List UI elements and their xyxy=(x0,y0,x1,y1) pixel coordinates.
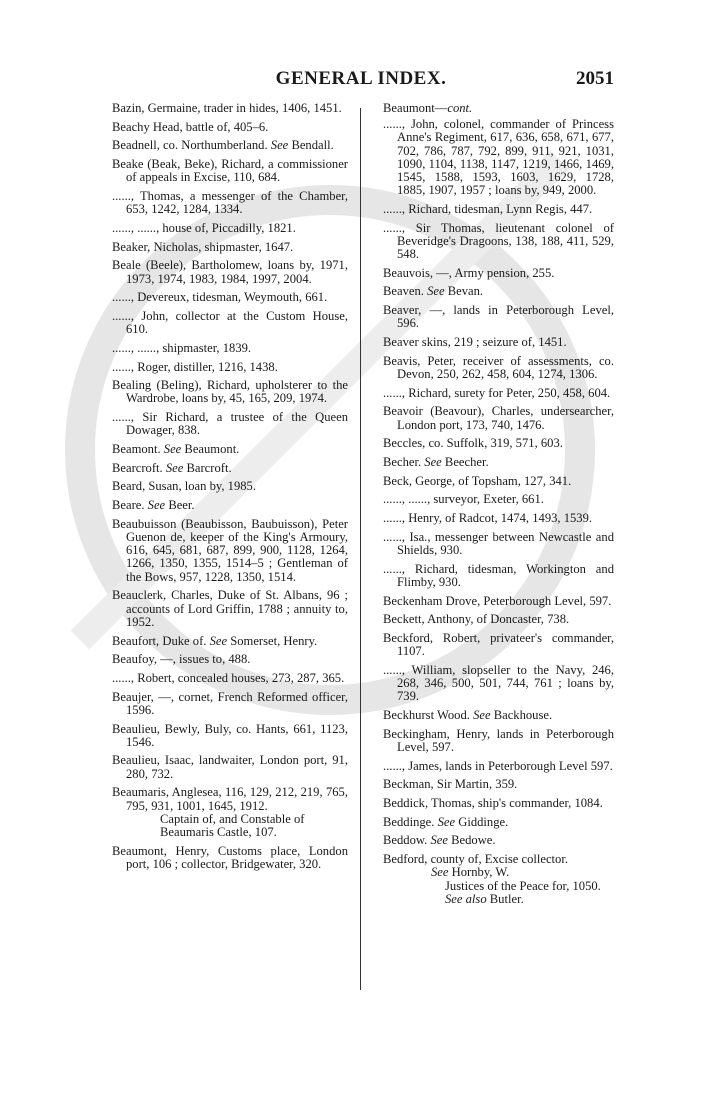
column-divider xyxy=(360,108,361,990)
see-target: Bevan. xyxy=(447,284,484,299)
index-entry xyxy=(383,760,614,773)
entry-text: Beale (Beele), Bartholomew, loans by, 1971, 1973, 1974, 1983, 1984, 1997, 2004. xyxy=(112,258,348,286)
entry-text: ......, James, lands in Peterborough Level 597. xyxy=(383,758,613,773)
index-entry xyxy=(383,475,614,488)
see-target: Butler. xyxy=(489,891,524,906)
entry-text: Beddick, Thomas, ship's commander, 1084. xyxy=(383,796,603,811)
index-entry xyxy=(112,379,348,405)
entry-text: Beare. xyxy=(112,498,145,513)
entry-text: ......, Richard, surety for Peter, 250, 458, 604. xyxy=(383,385,611,400)
entry-text: Beachy Head, battle of, 405–6. xyxy=(112,119,269,134)
entry-text: ......, ......, surveyor, Exeter, 661. xyxy=(383,492,544,507)
index-entry xyxy=(383,304,614,330)
entry-text: ......, Thomas, a messenger of the Chamber, 653, 1242, 1284, 1334. xyxy=(112,189,348,217)
entry-text: ......, Roger, distiller, 1216, 1438. xyxy=(112,359,278,374)
see-reference: See xyxy=(430,833,448,848)
index-entry xyxy=(383,816,614,829)
index-entry xyxy=(383,613,614,626)
see-target: Hornby, W. xyxy=(451,865,510,880)
index-entry xyxy=(383,493,614,506)
index-entry xyxy=(112,342,348,355)
entry-text: ......, Henry, of Radcot, 1474, 1493, 1539. xyxy=(383,511,593,526)
index-entry xyxy=(112,723,348,749)
index-entry xyxy=(383,778,614,791)
index-entry xyxy=(112,102,348,115)
entry-text: Beckford, Robert, privateer's commander, 1107. xyxy=(383,631,614,659)
index-entry xyxy=(112,241,348,254)
see-reference: See xyxy=(209,633,228,648)
entry-text: Beaker, Nicholas, shipmaster, 1647. xyxy=(112,239,294,254)
continued-heading xyxy=(383,102,614,115)
see-target: Beaumont. xyxy=(184,442,240,457)
entry-text: ......, Richard, tidesman, Lynn Regis, 447. xyxy=(383,201,593,216)
entry-text: Beaubuisson (Beaubisson, Baubuisson), Peter Guenon de, keeper of the King's Armoury, 616, 645, 681, 687, 899, 900, 1128, 1264, 1266, 1350, 1355, 1514–5 ; Gentleman of the Bows, 957, 1228, 1350, 1514. xyxy=(112,516,348,584)
index-entry xyxy=(112,443,348,456)
index-entry xyxy=(112,589,348,629)
see-reference: See xyxy=(424,454,442,469)
index-entry xyxy=(383,456,614,469)
index-entry xyxy=(112,259,348,285)
index-entry xyxy=(112,845,348,871)
index-entry xyxy=(112,462,348,475)
entry-text: Beake (Beak, Beke), Richard, a commissioner of appeals in Excise, 110, 684. xyxy=(112,157,348,185)
entry-text: Bazin, Germaine, trader in hides, 1406, 1451. xyxy=(112,101,342,115)
entry-text: Beckhurst Wood. xyxy=(383,708,470,723)
index-entry xyxy=(112,222,348,235)
sub-entry-text: Captain of, and Constable of Beaumaris Castle, 107. xyxy=(160,811,305,839)
entry-text: ......, Sir Thomas, lieutenant colonel of Beveridge's Dragoons, 138, 188, 411, 529, 548. xyxy=(383,220,614,262)
sub-entry-text: Justices of the Peace for, 1050. xyxy=(445,878,601,893)
index-entry xyxy=(112,480,348,493)
see-target: Barcroft. xyxy=(186,460,232,475)
index-entry xyxy=(383,853,614,906)
entry-text: Beadnell, co. Northumberland. xyxy=(112,138,268,153)
see-reference: See xyxy=(427,284,445,299)
entry-text: Beaufoy, —, issues to, 488. xyxy=(112,652,251,667)
entry-text: Beaver, —, lands in Peterborough Level, 596. xyxy=(383,303,614,331)
index-entry xyxy=(383,118,614,197)
right-column xyxy=(383,102,614,911)
entry-text: Bealing (Beling), Richard, upholsterer to the Wardrobe, loans by, 45, 165, 209, 1974. xyxy=(112,378,348,406)
see-also-reference: See also xyxy=(445,891,487,906)
entry-text: Bedford, county of, Excise collector. xyxy=(383,852,569,867)
index-entry xyxy=(383,595,614,608)
entry-text: ......, William, slopseller to the Navy, 246, 268, 346, 500, 501, 744, 761 ; loans by, 739. xyxy=(383,662,614,704)
index-entry xyxy=(383,531,614,557)
index-entry xyxy=(383,222,614,262)
index-entry xyxy=(112,691,348,717)
page-title: GENERAL INDEX. xyxy=(275,68,447,89)
index-entry xyxy=(383,563,614,589)
entry-text: Beaumaris, Anglesea, 116, 129, 212, 219, 765, 795, 931, 1001, 1645, 1912. xyxy=(112,785,348,813)
sub-entry-see-also xyxy=(397,893,614,906)
index-entry xyxy=(383,728,614,754)
entry-text: Bearcroft. xyxy=(112,460,163,475)
index-entry xyxy=(112,672,348,685)
index-entry xyxy=(383,512,614,525)
index-entry xyxy=(112,190,348,216)
entry-text: Beaumont, Henry, Customs place, London port, 106 ; collector, Bridgewater, 320. xyxy=(112,843,348,871)
index-entry xyxy=(112,411,348,437)
entry-text: Beamont. xyxy=(112,442,161,457)
see-target: Bedowe. xyxy=(451,833,496,848)
entry-text: ......, ......, house of, Piccadilly, 1821. xyxy=(112,220,296,235)
entry-text: Beddow. xyxy=(383,833,428,848)
entry-text: ......, John, colonel, commander of Princess Anne's Regiment, 617, 636, 658, 671, 677, 702, 786, 787, 792, 899, 911, 921, 1031, 1090, 1104, 1138, 1147, 1219, 1466, 1469, 1545, 1588, 1593, 1603, 1629, 1728, 1885, 1907, 1957 ; loans by, 949, 2000. xyxy=(383,117,614,198)
index-entry xyxy=(383,632,614,658)
see-reference: See xyxy=(163,442,182,457)
sub-entry-see xyxy=(397,866,614,879)
entry-text: ......, Devereux, tidesman, Weymouth, 661. xyxy=(112,290,328,305)
index-entry xyxy=(112,291,348,304)
index-entry xyxy=(383,797,614,810)
index-entry xyxy=(383,203,614,216)
entry-text: Beckenham Drove, Peterborough Level, 597. xyxy=(383,593,612,608)
index-entry xyxy=(383,267,614,280)
entry-text: Beaven. xyxy=(383,284,424,299)
see-target: Beer. xyxy=(168,498,195,513)
entry-text: Beccles, co. Suffolk, 319, 571, 603. xyxy=(383,436,563,451)
entry-text: Beck, George, of Topsham, 127, 341. xyxy=(383,473,572,488)
index-entry xyxy=(383,387,614,400)
entry-text: Beard, Susan, loan by, 1985. xyxy=(112,479,256,494)
see-target: Backhouse. xyxy=(493,708,553,723)
index-entry xyxy=(112,361,348,374)
entry-text: Beaver skins, 219 ; seizure of, 1451. xyxy=(383,335,567,350)
index-entry xyxy=(112,310,348,336)
see-target: Somerset, Henry. xyxy=(230,633,318,648)
heading-text: Beaumont— xyxy=(383,101,448,115)
see-target: Giddinge. xyxy=(458,814,509,829)
left-column xyxy=(112,102,348,877)
index-entry xyxy=(383,405,614,431)
entry-text: Beavoir (Beavour), Charles, undersearcher, London port, 173, 740, 1476. xyxy=(383,404,614,432)
index-entry xyxy=(383,834,614,847)
see-target: Beecher. xyxy=(444,454,489,469)
index-entry xyxy=(383,437,614,450)
entry-text: Beckman, Sir Martin, 359. xyxy=(383,777,518,792)
entry-text: ......, Isa., messenger between Newcastle and Shields, 930. xyxy=(383,529,614,557)
index-entry xyxy=(383,709,614,722)
entry-text: Beauclerk, Charles, Duke of St. Albans, 96 ; accounts of Lord Griffin, 1788 ; annuity to, 1952. xyxy=(112,588,348,629)
see-reference: See xyxy=(147,498,166,513)
entry-text: Beddinge. xyxy=(383,814,435,829)
index-entry xyxy=(112,518,348,584)
index-entry xyxy=(112,786,348,839)
see-target: Bendall. xyxy=(291,138,334,153)
entry-text: Beaufort, Duke of. xyxy=(112,633,207,648)
entry-text: ......, Sir Richard, a trustee of the Queen Dowager, 838. xyxy=(112,410,348,438)
index-entry xyxy=(112,499,348,512)
index-entry xyxy=(112,139,348,152)
index-entry xyxy=(112,635,348,648)
index-entry xyxy=(383,355,614,381)
see-reference: See xyxy=(431,865,449,880)
entry-text: Beaulieu, Bewly, Buly, co. Hants, 661, 1123, 1546. xyxy=(112,721,348,749)
heading-cont: cont. xyxy=(447,101,473,115)
entry-text: ......, Richard, tidesman, Workington and Flimby, 930. xyxy=(383,561,614,589)
index-entry xyxy=(383,285,614,298)
entry-text: ......, ......, shipmaster, 1839. xyxy=(112,340,252,355)
see-reference: See xyxy=(437,814,456,829)
see-reference: See xyxy=(473,708,491,723)
entry-text: ......, Robert, concealed houses, 273, 287, 365. xyxy=(112,670,345,685)
index-entry xyxy=(383,336,614,349)
index-entry xyxy=(383,664,614,704)
see-reference: See xyxy=(165,460,184,475)
entry-text: Beckingham, Henry, lands in Peterborough Level, 597. xyxy=(383,726,614,754)
index-entry xyxy=(112,653,348,666)
entry-text: Beckett, Anthony, of Doncaster, 738. xyxy=(383,612,570,627)
index-entry xyxy=(112,121,348,134)
see-reference: See xyxy=(270,138,289,153)
entry-text: Becher. xyxy=(383,454,422,469)
index-entry xyxy=(112,754,348,780)
entry-text: Beaujer, —, cornet, French Reformed officer, 1596. xyxy=(112,689,348,717)
page-number: 2051 xyxy=(576,68,614,89)
entry-text: ......, John, collector at the Custom House, 610. xyxy=(112,308,348,337)
index-entry xyxy=(112,158,348,184)
entry-text: Beaulieu, Isaac, landwaiter, London port, 91, 280, 732. xyxy=(112,753,348,781)
entry-text: Beauvois, —, Army pension, 255. xyxy=(383,265,555,280)
entry-text: Beavis, Peter, receiver of assessments, co. Devon, 250, 262, 458, 604, 1274, 1306. xyxy=(383,353,614,381)
